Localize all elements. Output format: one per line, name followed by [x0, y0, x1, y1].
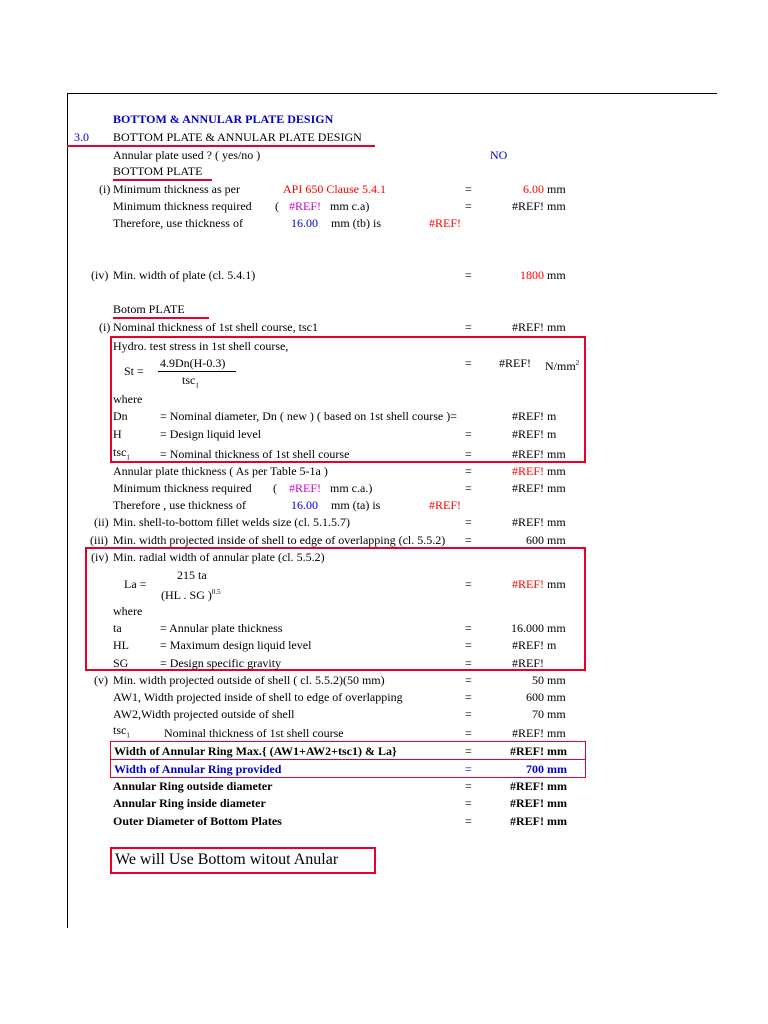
hydro-value[interactable]: #REF! [499, 356, 532, 370]
tsc-symbol: tsc [113, 445, 127, 459]
tsc1-label: Nominal thickness of 1st shell course [164, 726, 344, 740]
row-ii-number: (ii) [94, 515, 109, 529]
min-thk-label: Minimum thickness as per [113, 182, 240, 196]
radial-numerator: 215 ta [177, 568, 207, 582]
hydro-denominator-wrap [182, 373, 199, 392]
outer-bottom-label: Outer Diameter of Bottom Plates [113, 814, 282, 828]
hydro-fraction-bar [158, 371, 236, 372]
radial-denominator-wrap [161, 585, 221, 602]
fillet-weld-value[interactable]: #REF! [511, 515, 544, 529]
aw2-unit: mm [547, 707, 566, 721]
sheet-left-border [67, 93, 68, 928]
outside-dia-eq: = [465, 779, 472, 793]
ta-symbol: ta [113, 621, 122, 635]
dn-value[interactable]: #REF! [511, 409, 544, 423]
therefore2-ref: #REF! [429, 498, 462, 512]
radial-width-box [85, 547, 586, 671]
min-width-inside-label: Min. width projected inside of shell to edge of overlapping (cl. 5.5.2) [113, 533, 446, 547]
aw1-value[interactable]: 600 [526, 690, 544, 704]
botom-plate-underline [113, 317, 209, 319]
width-max-unit: mm [547, 744, 567, 758]
outside-dia-unit: mm [547, 779, 567, 793]
outside-dia-label: Annular Ring outside diameter [113, 779, 273, 793]
section-title: BOTTOM PLATE & ANNULAR PLATE DESIGN [113, 130, 362, 144]
tsc-symbol-sub: 1 [126, 453, 130, 462]
width-max-label: Width of Annular Ring Max.{ (AW1+AW2+tsc1) & La} [114, 744, 397, 758]
tsc1-symbol-wrap [113, 723, 130, 742]
therefore-ref: #REF! [429, 216, 462, 230]
min-req-unit: mm [547, 199, 566, 213]
tsc1-symbol-sub: 1 [126, 731, 130, 740]
min-req2-ref: #REF! [289, 481, 322, 495]
min-width-outside-value[interactable]: 50 [532, 673, 544, 687]
ta-unit: mm [547, 621, 566, 635]
bottom-plate-heading: BOTTOM PLATE [113, 164, 203, 178]
page-title: BOTTOM & ANNULAR PLATE DESIGN [113, 112, 334, 126]
fillet-weld-label: Min. shell-to-bottom fillet welds size (cl. 5.1.5.7) [113, 515, 350, 529]
hydro-where: where [113, 392, 143, 406]
min-req2-value[interactable]: #REF! [511, 481, 544, 495]
width-max-value[interactable]: #REF! [510, 744, 544, 758]
dn-desc: = Nominal diameter, Dn ( new ) ( based on 1st shell course )= [160, 409, 457, 423]
min-width-inside-eq: = [465, 533, 472, 547]
aw2-label: AW2,Width projected outside of shell [113, 707, 295, 721]
ta-desc: = Annular plate thickness [160, 621, 283, 635]
radial-eq: = [465, 577, 472, 591]
radial-denominator-sup: 0.5 [211, 588, 221, 596]
sg-desc: = Design specific gravity [160, 656, 282, 670]
hydro-unit-sup: 2 [575, 359, 580, 367]
tsc1-symbol: tsc [113, 723, 127, 737]
tsc-value[interactable]: #REF! [511, 447, 544, 461]
hydro-unit: N/mm [545, 359, 576, 373]
aw2-value[interactable]: 70 [532, 707, 544, 721]
hydro-eq: = [465, 356, 472, 370]
inside-dia-label: Annular Ring inside diameter [113, 796, 266, 810]
min-width-label: Min. width of plate (cl. 5.4.1) [113, 268, 256, 282]
section-number: 3.0 [74, 130, 89, 144]
bottom-plate-underline [113, 179, 212, 181]
outside-dia-value[interactable]: #REF! [510, 779, 544, 793]
ta-eq: = [465, 621, 472, 635]
width-provided-label: Width of Annular Ring provided [114, 762, 282, 776]
width-provided-unit: mm [547, 762, 567, 776]
min-width-value[interactable]: 1800 [520, 268, 544, 282]
therefore-mid: mm (tb) is [331, 216, 381, 230]
section-underline [67, 145, 375, 147]
sg-eq: = [465, 656, 472, 670]
conclusion-text: We will Use Bottom witout Anular [115, 851, 339, 868]
outer-bottom-unit: mm [547, 814, 567, 828]
aw1-label: AW1, Width projected inside of shell to edge of overlapping [113, 690, 403, 704]
tsc1-eq: = [465, 726, 472, 740]
hl-unit: m [547, 638, 557, 652]
annular-thk-label: Annular plate thickness ( As per Table 5-1a ) [113, 464, 328, 478]
therefore-label: Therefore, use thickness of [113, 216, 243, 230]
inside-dia-value[interactable]: #REF! [510, 796, 544, 810]
h-value[interactable]: #REF! [511, 427, 544, 441]
min-req-ca: mm c.a) [330, 199, 370, 213]
row-nominal-number: (i) [99, 320, 111, 334]
tsc-symbol-wrap [113, 445, 130, 464]
fillet-weld-unit: mm [547, 515, 566, 529]
width-max-eq: = [465, 744, 472, 758]
annular-used-label: Annular plate used ? ( yes/no ) [113, 148, 261, 162]
h-unit: m [547, 427, 557, 441]
therefore2-mid: mm (ta) is [331, 498, 381, 512]
min-req2-ca: mm c.a.) [330, 481, 373, 495]
min-width-outside-eq: = [465, 673, 472, 687]
radial-denominator: (HL . SG ) [161, 588, 212, 602]
row-i-number: (i) [99, 182, 111, 196]
min-width-outside-unit: mm [547, 673, 566, 687]
radial-unit: mm [547, 577, 566, 591]
inside-dia-eq: = [465, 796, 472, 810]
nominal-thk-label: Nominal thickness of 1st shell course, tsc1 [113, 320, 318, 334]
hydro-label: Hydro. test stress in 1st shell course, [113, 339, 289, 353]
annular-thk-unit: mm [547, 464, 566, 478]
hydro-st: St = [124, 364, 144, 378]
therefore-thk-value[interactable]: 16.00 [291, 216, 318, 230]
dn-unit: m [547, 409, 557, 423]
h-desc: = Design liquid level [160, 427, 262, 441]
min-req-value[interactable]: #REF! [511, 199, 544, 213]
min-req2-unit: mm [547, 481, 566, 495]
therefore2-label: Therefore , use thickness of [113, 498, 246, 512]
width-provided-value[interactable]: 700 [526, 762, 544, 776]
min-req-eq: = [465, 199, 472, 213]
sg-value[interactable]: #REF! [511, 656, 544, 670]
annular-thk-eq: = [465, 464, 472, 478]
outer-bottom-value[interactable]: #REF! [510, 814, 544, 828]
annular-thk-value[interactable]: #REF! [511, 464, 544, 478]
sg-symbol: SG [113, 656, 129, 670]
min-thk-eq: = [465, 182, 472, 196]
hl-eq: = [465, 638, 472, 652]
row-iv-number: (iv) [91, 268, 109, 282]
aw1-unit: mm [547, 690, 566, 704]
sheet-top-border [67, 93, 717, 94]
therefore2-thk-value[interactable]: 16.00 [291, 498, 318, 512]
hl-value[interactable]: #REF! [511, 638, 544, 652]
min-req-label: Minimum thickness required [113, 199, 252, 213]
nominal-thk-value[interactable]: #REF! [511, 320, 544, 334]
min-req2-paren: ( [273, 481, 277, 495]
h-symbol: H [113, 427, 122, 441]
radial-value[interactable]: #REF! [511, 577, 544, 591]
hydro-unit-wrap [545, 356, 579, 373]
row-radial-number: (iv) [91, 550, 109, 564]
min-thk-value[interactable]: 6.00 [523, 182, 544, 196]
tsc-eq: = [465, 447, 472, 461]
min-width-eq: = [465, 268, 472, 282]
hydro-denominator-sub: 1 [195, 381, 199, 390]
min-width-unit: mm [547, 268, 566, 282]
hl-desc: = Maximum design liquid level [160, 638, 312, 652]
h-eq: = [465, 427, 472, 441]
nominal-thk-unit: mm [547, 320, 566, 334]
annular-used-value[interactable]: NO [490, 148, 508, 162]
tsc1-unit: mm [547, 726, 566, 740]
min-width-inside-unit: mm [547, 533, 566, 547]
ta-value[interactable]: 16.000 [511, 621, 544, 635]
botom-plate-heading: Botom PLATE [113, 302, 185, 316]
min-width-inside-value[interactable]: 600 [526, 533, 544, 547]
row-v-number: (v) [94, 673, 108, 687]
hydro-numerator: 4.9Dn(H-0.3) [160, 356, 226, 370]
min-req-paren: ( [275, 199, 279, 213]
min-thk-reference: API 650 Clause 5.4.1 [283, 182, 386, 196]
min-thk-unit: mm [547, 182, 566, 196]
hydro-denominator: tsc [182, 373, 196, 387]
tsc-unit: mm [547, 447, 566, 461]
tsc-desc: = Nominal thickness of 1st shell course [160, 447, 350, 461]
inside-dia-unit: mm [547, 796, 567, 810]
dn-symbol: Dn [113, 409, 128, 423]
min-req-ref: #REF! [289, 199, 322, 213]
nominal-thk-eq: = [465, 320, 472, 334]
radial-la: La = [124, 577, 147, 591]
tsc1-value[interactable]: #REF! [511, 726, 544, 740]
min-req2-eq: = [465, 481, 472, 495]
aw2-eq: = [465, 707, 472, 721]
row-iii-number: (iii) [90, 533, 108, 547]
aw1-eq: = [465, 690, 472, 704]
radial-label: Min. radial width of annular plate (cl. 5.5.2) [113, 550, 325, 564]
radial-where: where [113, 604, 143, 618]
outer-bottom-eq: = [465, 814, 472, 828]
min-width-outside-label: Min. width projected outside of shell ( cl. 5.5.2)(50 mm) [113, 673, 385, 687]
min-req2-label: Minimum thickness required [113, 481, 252, 495]
hl-symbol: HL [113, 638, 129, 652]
width-provided-eq: = [465, 762, 472, 776]
fillet-weld-eq: = [465, 515, 472, 529]
